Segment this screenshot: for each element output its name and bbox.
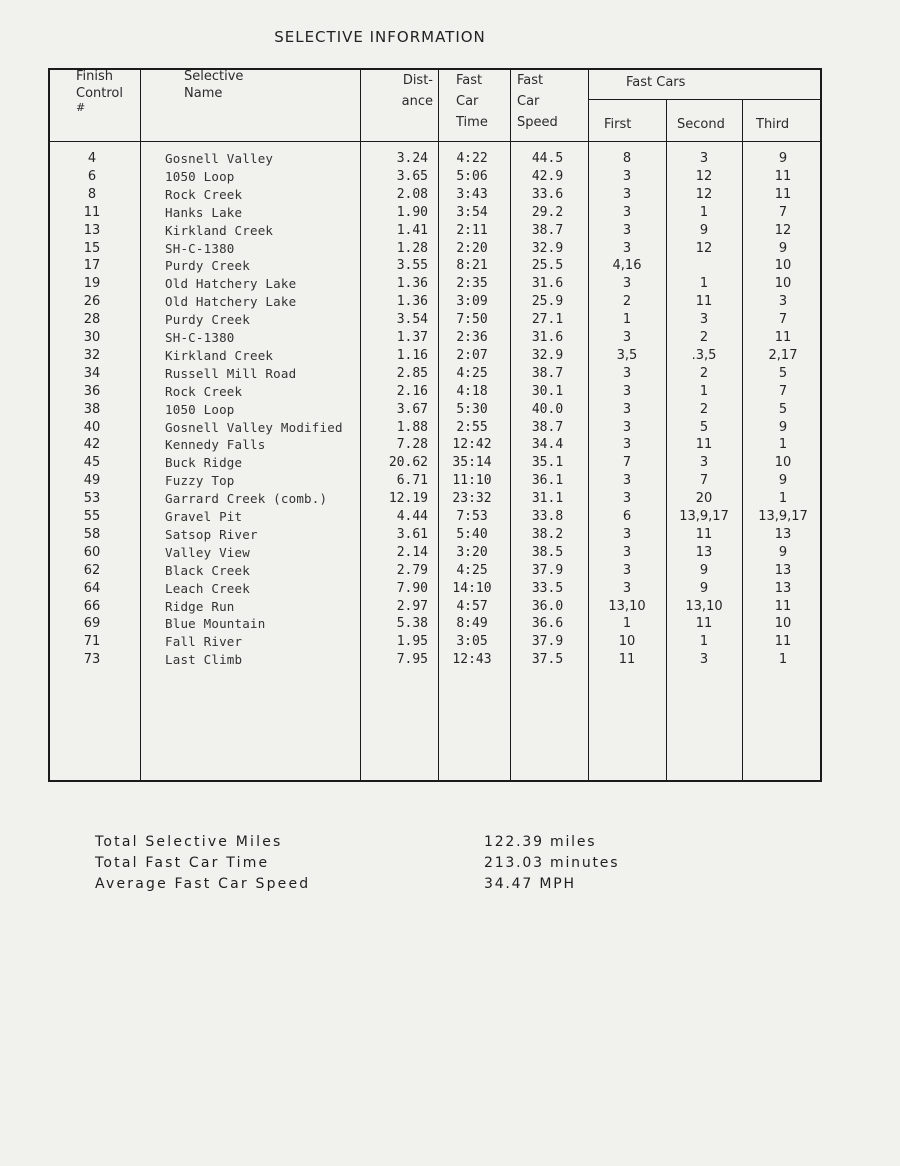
third-car-cell: 12 bbox=[774, 222, 792, 238]
fast-car-time-cell: 2:07 bbox=[456, 347, 488, 363]
distance-cell: 4.44 bbox=[396, 509, 428, 524]
distance-cell: 2.14 bbox=[396, 544, 428, 560]
selective-name-cell: 1050 Loop bbox=[165, 401, 235, 417]
first-car-cell: 11 bbox=[618, 652, 636, 668]
second-car-cell: 11 bbox=[695, 294, 713, 310]
fast-car-speed-cell: 38.5 bbox=[531, 544, 564, 560]
distance-cell: 3.55 bbox=[396, 258, 428, 274]
fast-car-speed-cell: 40.0 bbox=[531, 401, 564, 417]
fast-car-time-cell: 2:55 bbox=[456, 419, 488, 435]
selective-name-cell: Kennedy Falls bbox=[165, 437, 266, 453]
third-car-cell: 13 bbox=[774, 526, 792, 542]
distance-cell: 12.19 bbox=[388, 491, 428, 507]
fast-car-speed-cell: 25.9 bbox=[531, 294, 564, 310]
distance-cell: 3.65 bbox=[396, 168, 428, 184]
first-car-cell: 3 bbox=[622, 419, 632, 435]
distance-cell: 2.85 bbox=[396, 365, 428, 381]
fast-car-time-cell: 3:05 bbox=[456, 634, 488, 650]
header-line: Speed bbox=[517, 115, 558, 130]
first-car-cell: 3 bbox=[622, 204, 632, 220]
fast-car-time-cell: 4:22 bbox=[456, 151, 488, 166]
second-car-cell: 1 bbox=[699, 204, 709, 220]
fast-car-time-cell: 2:35 bbox=[456, 276, 488, 292]
distance-cell: 5.38 bbox=[396, 616, 428, 632]
fast-car-speed-cell: 30.1 bbox=[531, 383, 564, 399]
third-car-cell: 9 bbox=[778, 419, 788, 435]
second-car-cell: 3 bbox=[699, 455, 709, 471]
summary-label-average-speed: Average Fast Car Speed bbox=[95, 876, 311, 892]
header-finish-control bbox=[76, 68, 123, 114]
distance-cell: 7.95 bbox=[396, 652, 428, 668]
fast-car-time-cell: 12:43 bbox=[452, 652, 492, 668]
finish-control-cell: 58 bbox=[83, 526, 101, 542]
third-car-cell: 10 bbox=[774, 455, 792, 471]
header-fast-car-time bbox=[456, 72, 488, 131]
first-car-cell: 3 bbox=[622, 437, 632, 453]
header-line: Fast bbox=[517, 73, 544, 88]
distance-cell: 1.36 bbox=[396, 276, 428, 292]
selective-name-cell: Kirkland Creek bbox=[165, 222, 274, 238]
distance-cell: 6.71 bbox=[396, 473, 428, 489]
column-divider bbox=[510, 70, 511, 780]
finish-control-cell: 15 bbox=[83, 240, 101, 256]
selective-name-cell: Black Creek bbox=[165, 562, 250, 578]
third-car-cell: 9 bbox=[778, 240, 788, 256]
third-car-cell: 9 bbox=[778, 473, 788, 489]
distance-cell: 1.36 bbox=[396, 294, 428, 310]
fast-car-speed-cell: 44.5 bbox=[531, 151, 564, 166]
third-car-cell: 10 bbox=[774, 258, 792, 274]
first-car-cell: 3 bbox=[622, 222, 632, 238]
second-car-cell: 1 bbox=[699, 634, 709, 650]
header-third: Third bbox=[756, 117, 790, 132]
selective-name-cell: Fuzzy Top bbox=[165, 473, 235, 489]
second-car-cell: 12 bbox=[695, 168, 713, 184]
header-line: Control bbox=[76, 86, 123, 101]
first-car-cell: 3 bbox=[622, 580, 632, 596]
summary-labels bbox=[95, 832, 310, 895]
selective-name-cell: Blue Mountain bbox=[165, 616, 266, 632]
distance-cell: 2.97 bbox=[396, 598, 428, 614]
second-car-cell: 9 bbox=[699, 580, 709, 596]
header-second: Second bbox=[677, 117, 725, 132]
fast-cars-divider bbox=[588, 99, 820, 100]
header-line: Selective bbox=[184, 69, 244, 84]
first-car-cell: 3 bbox=[622, 383, 632, 399]
third-car-cell: 13,9,17 bbox=[758, 509, 808, 524]
selective-name-cell: Gosnell Valley Modified bbox=[165, 419, 343, 435]
fast-car-speed-cell: 27.1 bbox=[531, 312, 564, 328]
selective-name-cell: Satsop River bbox=[165, 526, 258, 542]
fast-car-speed-cell: 34.4 bbox=[531, 437, 564, 453]
third-car-cell: 1 bbox=[778, 491, 788, 507]
column-divider bbox=[742, 100, 743, 780]
distance-cell: 2.16 bbox=[396, 383, 428, 399]
distance-cell: 1.41 bbox=[396, 222, 428, 238]
fast-car-speed-cell: 37.9 bbox=[531, 562, 564, 578]
third-car-cell: 7 bbox=[778, 383, 788, 399]
second-car-cell: 3 bbox=[699, 652, 709, 668]
second-car-cell: 3 bbox=[699, 151, 709, 166]
second-car-cell: 12 bbox=[695, 240, 713, 256]
second-car-cell: 1 bbox=[699, 276, 709, 292]
summary-label-total-time: Total Fast Car Time bbox=[95, 855, 270, 871]
selective-name-cell: Valley View bbox=[165, 544, 250, 560]
fast-car-speed-cell: 36.0 bbox=[531, 598, 564, 614]
document-title bbox=[0, 28, 900, 46]
second-car-cell: 20 bbox=[695, 491, 713, 507]
first-car-cell: 3 bbox=[622, 562, 632, 578]
fast-car-time-cell: 3:20 bbox=[456, 544, 488, 560]
selective-name-cell: Old Hatchery Lake bbox=[165, 276, 297, 292]
summary-label-total-miles: Total Selective Miles bbox=[95, 834, 283, 850]
header-line: Finish bbox=[76, 69, 114, 84]
finish-control-cell: 66 bbox=[83, 598, 101, 614]
finish-control-cell: 62 bbox=[83, 562, 101, 578]
distance-cell: 1.90 bbox=[396, 204, 428, 220]
fast-car-speed-cell: 31.1 bbox=[531, 491, 564, 507]
third-car-cell: 5 bbox=[778, 401, 788, 417]
fast-car-time-cell: 23:32 bbox=[452, 491, 492, 507]
third-car-cell: 13 bbox=[774, 580, 792, 596]
header-line: Car bbox=[456, 94, 479, 109]
finish-control-cell: 64 bbox=[83, 580, 101, 596]
second-car-cell: 12 bbox=[695, 186, 713, 202]
first-car-cell: 3 bbox=[622, 401, 632, 417]
finish-control-cell: 13 bbox=[83, 222, 101, 238]
finish-control-cell: 4 bbox=[87, 151, 97, 166]
column-divider bbox=[588, 70, 589, 780]
column-divider bbox=[140, 70, 141, 780]
selective-name-cell: Russell Mill Road bbox=[165, 365, 297, 381]
finish-control-cell: 32 bbox=[83, 347, 101, 363]
second-car-cell: 13,9,17 bbox=[679, 509, 729, 524]
second-car-cell: 11 bbox=[695, 616, 713, 632]
distance-cell: 1.28 bbox=[396, 240, 428, 256]
first-car-cell: 3 bbox=[622, 168, 632, 184]
summary-value-total-time: 213.03 minutes bbox=[484, 855, 620, 871]
first-car-cell: 3 bbox=[622, 544, 632, 560]
fast-car-speed-cell: 38.7 bbox=[531, 365, 564, 381]
third-car-cell: 3 bbox=[778, 294, 788, 310]
selective-name-cell: Leach Creek bbox=[165, 580, 250, 596]
fast-car-time-cell: 12:42 bbox=[452, 437, 492, 453]
fast-car-speed-cell: 31.6 bbox=[531, 276, 564, 292]
fast-car-speed-cell: 37.9 bbox=[531, 634, 564, 650]
fast-car-speed-cell: 32.9 bbox=[531, 240, 564, 256]
summary-value-total-miles: 122.39 miles bbox=[484, 834, 597, 850]
finish-control-cell: 8 bbox=[87, 186, 97, 202]
finish-control-cell: 49 bbox=[83, 473, 101, 489]
finish-control-cell: 6 bbox=[87, 168, 97, 184]
finish-control-cell: 45 bbox=[83, 455, 101, 471]
fast-car-speed-cell: 33.5 bbox=[531, 580, 564, 596]
second-car-cell: 2 bbox=[699, 401, 709, 417]
first-car-cell: 1 bbox=[622, 616, 632, 632]
third-car-cell: 5 bbox=[778, 365, 788, 381]
selective-name-cell: Purdy Creek bbox=[165, 258, 250, 274]
fast-car-time-cell: 5:06 bbox=[456, 168, 488, 184]
fast-car-time-cell: 4:25 bbox=[456, 365, 488, 381]
third-car-cell: 11 bbox=[774, 186, 792, 202]
header-line: ance bbox=[401, 94, 433, 109]
distance-cell: 2.08 bbox=[396, 186, 428, 202]
fast-car-speed-cell: 36.1 bbox=[531, 473, 564, 489]
first-car-cell: 3 bbox=[622, 330, 632, 345]
finish-control-cell: 17 bbox=[83, 258, 101, 274]
distance-cell: 2.79 bbox=[396, 562, 428, 578]
selective-name-cell: Rock Creek bbox=[165, 383, 243, 399]
fast-car-speed-cell: 36.6 bbox=[531, 616, 564, 632]
finish-control-cell: 11 bbox=[83, 204, 101, 220]
finish-control-cell: 34 bbox=[83, 365, 101, 381]
selective-name-cell: Buck Ridge bbox=[165, 455, 243, 471]
distance-cell: 1.37 bbox=[396, 330, 428, 345]
first-car-cell: 3 bbox=[622, 491, 632, 507]
fast-car-time-cell: 4:25 bbox=[456, 562, 488, 578]
column-divider bbox=[360, 70, 361, 780]
finish-control-cell: 26 bbox=[83, 294, 101, 310]
selective-name-cell: Old Hatchery Lake bbox=[165, 294, 297, 310]
second-car-cell: 7 bbox=[699, 473, 709, 489]
fast-car-speed-cell: 29.2 bbox=[531, 204, 564, 220]
distance-cell: 7.90 bbox=[396, 580, 428, 596]
first-car-cell: 2 bbox=[622, 294, 632, 310]
fast-car-time-cell: 3:43 bbox=[456, 186, 488, 202]
header-line: Name bbox=[184, 86, 223, 101]
distance-cell: 3.61 bbox=[396, 526, 428, 542]
first-car-cell: 3 bbox=[622, 240, 632, 256]
second-car-cell: .3,5 bbox=[691, 347, 717, 363]
first-car-cell: 7 bbox=[622, 455, 632, 471]
second-car-cell: 13 bbox=[695, 544, 713, 560]
first-car-cell: 13,10 bbox=[608, 598, 646, 614]
finish-control-cell: 55 bbox=[83, 509, 101, 524]
selective-name-cell: Fall River bbox=[165, 634, 243, 650]
header-line: # bbox=[76, 101, 86, 114]
distance-cell: 3.54 bbox=[396, 312, 428, 328]
first-car-cell: 3,5 bbox=[616, 347, 638, 363]
first-car-cell: 10 bbox=[618, 634, 636, 650]
summary-value-average-speed: 34.47 MPH bbox=[484, 876, 576, 892]
fast-car-time-cell: 5:30 bbox=[456, 401, 488, 417]
first-car-cell: 3 bbox=[622, 365, 632, 381]
fast-car-time-cell: 2:36 bbox=[456, 330, 488, 345]
first-car-cell: 6 bbox=[622, 509, 632, 524]
third-car-cell: 9 bbox=[778, 544, 788, 560]
selective-name-cell: Ridge Run bbox=[165, 598, 235, 614]
distance-cell: 1.16 bbox=[396, 347, 428, 363]
third-car-cell: 7 bbox=[778, 204, 788, 220]
finish-control-cell: 38 bbox=[83, 401, 101, 417]
fast-car-time-cell: 35:14 bbox=[452, 455, 492, 471]
fast-car-time-cell: 3:54 bbox=[456, 204, 488, 220]
fast-car-time-cell: 2:11 bbox=[456, 222, 488, 238]
distance-cell: 20.62 bbox=[388, 455, 428, 471]
first-car-cell: 3 bbox=[622, 526, 632, 542]
fast-car-speed-cell: 38.2 bbox=[531, 526, 564, 542]
selective-name-cell: Garrard Creek (comb.) bbox=[165, 491, 328, 507]
third-car-cell: 2,17 bbox=[768, 347, 798, 363]
header-bottom-rule bbox=[50, 141, 820, 142]
fast-car-speed-cell: 32.9 bbox=[531, 347, 564, 363]
selective-name-cell: 1050 Loop bbox=[165, 168, 235, 184]
distance-cell: 3.24 bbox=[396, 151, 428, 166]
header-distance bbox=[395, 72, 433, 110]
fast-car-speed-cell: 25.5 bbox=[531, 258, 564, 274]
first-car-cell: 1 bbox=[622, 312, 632, 328]
fast-car-time-cell: 5:40 bbox=[456, 526, 488, 542]
third-car-cell: 11 bbox=[774, 598, 792, 614]
first-car-cell: 4,16 bbox=[612, 258, 642, 274]
fast-car-time-cell: 4:57 bbox=[456, 598, 488, 614]
second-car-cell: 5 bbox=[699, 419, 709, 435]
third-car-cell: 11 bbox=[774, 634, 792, 650]
header-line: Time bbox=[456, 115, 488, 130]
finish-control-cell: 71 bbox=[83, 634, 101, 650]
fast-car-time-cell: 8:21 bbox=[456, 258, 488, 274]
third-car-cell: 1 bbox=[778, 437, 788, 453]
fast-car-time-cell: 7:50 bbox=[456, 312, 488, 328]
selective-name-cell: Gravel Pit bbox=[165, 509, 243, 524]
column-divider bbox=[666, 100, 667, 780]
first-car-cell: 3 bbox=[622, 186, 632, 202]
second-car-cell: 3 bbox=[699, 312, 709, 328]
fast-car-speed-cell: 35.1 bbox=[531, 455, 564, 471]
third-car-cell: 10 bbox=[774, 616, 792, 632]
header-fast-car-speed bbox=[517, 72, 558, 131]
second-car-cell: 2 bbox=[699, 330, 709, 345]
first-car-cell: 3 bbox=[622, 276, 632, 292]
summary-values bbox=[484, 832, 619, 895]
header-line: Car bbox=[517, 94, 540, 109]
column-divider bbox=[438, 70, 439, 780]
fast-car-time-cell: 3:09 bbox=[456, 294, 488, 310]
finish-control-cell: 36 bbox=[83, 383, 101, 399]
selective-name-cell: Gosnell Valley bbox=[165, 151, 274, 166]
third-car-cell: 7 bbox=[778, 312, 788, 328]
selective-name-cell: Kirkland Creek bbox=[165, 347, 274, 363]
distance-cell: 1.88 bbox=[396, 419, 428, 435]
first-car-cell: 3 bbox=[622, 473, 632, 489]
second-car-cell: 11 bbox=[695, 526, 713, 542]
fast-car-time-cell: 4:18 bbox=[456, 383, 488, 399]
document-title-text: SELECTIVE INFORMATION bbox=[274, 28, 486, 46]
fast-car-time-cell: 2:20 bbox=[456, 240, 488, 256]
header-fast-cars: Fast Cars bbox=[626, 75, 686, 90]
third-car-cell: 1 bbox=[778, 652, 788, 668]
second-car-cell: 11 bbox=[695, 437, 713, 453]
third-car-cell: 10 bbox=[774, 276, 792, 292]
finish-control-cell: 53 bbox=[83, 491, 101, 507]
finish-control-cell: 19 bbox=[83, 276, 101, 292]
second-car-cell: 2 bbox=[699, 365, 709, 381]
selective-name-cell: Purdy Creek bbox=[165, 312, 250, 328]
fast-car-speed-cell: 38.7 bbox=[531, 419, 564, 435]
second-car-cell: 1 bbox=[699, 383, 709, 399]
fast-car-time-cell: 14:10 bbox=[452, 580, 492, 596]
finish-control-cell: 73 bbox=[83, 652, 101, 668]
fast-car-time-cell: 7:53 bbox=[456, 509, 488, 524]
third-car-cell: 11 bbox=[774, 330, 792, 345]
finish-control-cell: 30 bbox=[83, 330, 101, 345]
fast-car-time-cell: 8:49 bbox=[456, 616, 488, 632]
header-selective-name bbox=[184, 68, 243, 102]
finish-control-cell: 69 bbox=[83, 616, 101, 632]
second-car-cell: 9 bbox=[699, 222, 709, 238]
selective-name-cell: Last Climb bbox=[165, 652, 243, 668]
third-car-cell: 11 bbox=[774, 168, 792, 184]
distance-cell: 1.95 bbox=[396, 634, 428, 650]
fast-car-speed-cell: 38.7 bbox=[531, 222, 564, 238]
second-car-cell: 9 bbox=[699, 562, 709, 578]
finish-control-cell: 40 bbox=[83, 419, 101, 435]
fast-car-speed-cell: 37.5 bbox=[531, 652, 564, 668]
third-car-cell: 9 bbox=[778, 151, 788, 166]
distance-cell: 3.67 bbox=[396, 401, 428, 417]
selective-name-cell: Rock Creek bbox=[165, 186, 243, 202]
second-car-cell: 13,10 bbox=[685, 598, 723, 614]
third-car-cell: 13 bbox=[774, 562, 792, 578]
header-line: Fast bbox=[456, 73, 483, 88]
finish-control-cell: 60 bbox=[83, 544, 101, 560]
selective-name-cell: SH-C-1380 bbox=[165, 330, 235, 345]
fast-car-speed-cell: 31.6 bbox=[531, 330, 564, 345]
fast-car-speed-cell: 33.8 bbox=[531, 509, 564, 524]
first-car-cell: 8 bbox=[622, 151, 632, 166]
header-line: Dist- bbox=[402, 73, 433, 88]
header-first: First bbox=[604, 117, 632, 132]
selective-name-cell: SH-C-1380 bbox=[165, 240, 235, 256]
fast-car-time-cell: 11:10 bbox=[452, 473, 492, 489]
finish-control-cell: 42 bbox=[83, 437, 101, 453]
selective-name-cell: Hanks Lake bbox=[165, 204, 243, 220]
fast-car-speed-cell: 42.9 bbox=[531, 168, 564, 184]
finish-control-cell: 28 bbox=[83, 312, 101, 328]
distance-cell: 7.28 bbox=[396, 437, 428, 453]
fast-car-speed-cell: 33.6 bbox=[531, 186, 564, 202]
